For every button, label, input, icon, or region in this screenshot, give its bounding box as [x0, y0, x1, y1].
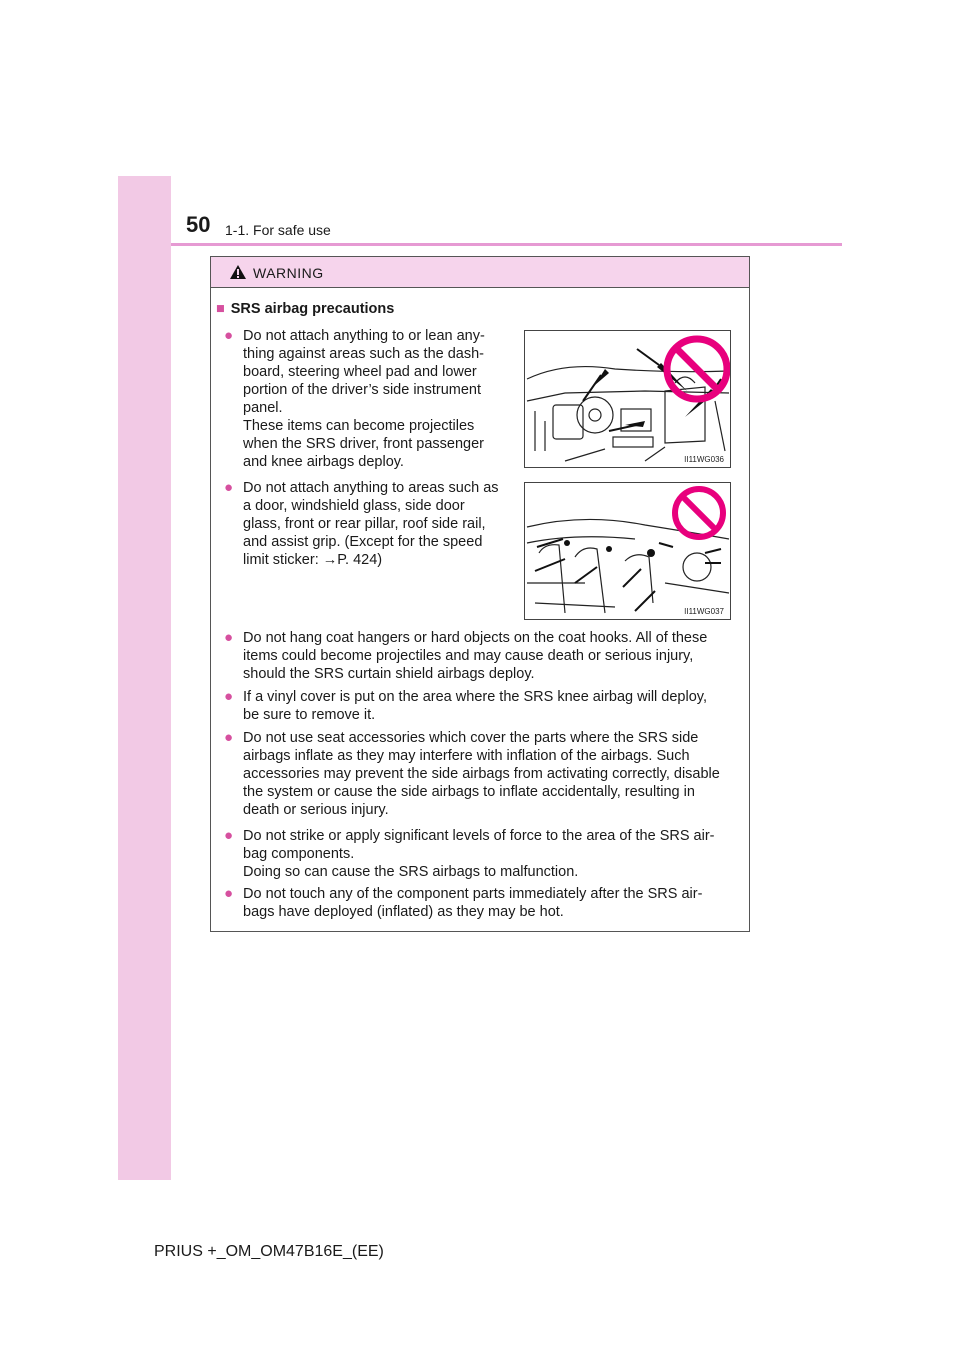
bullet-item: [224, 327, 515, 471]
bullet-item: [224, 827, 743, 881]
bullet-dot-icon: ●: [224, 327, 234, 344]
page-number: 50: [186, 212, 211, 237]
bullet-text: Do not touch any of the component parts immediately after the SRS air- bags have deployed (inflated) as they may be hot.: [243, 886, 703, 920]
bullet-item: [224, 885, 743, 921]
section-title: 1-1. For safe use: [225, 222, 331, 238]
bullet-dot-icon: ●: [224, 885, 234, 902]
bullet-item: [224, 688, 743, 724]
bullet-text: Do not use seat accessories which cover the parts where the SRS side airbags inflate as they may interfere with inflation of the airbags. Such accessories may prevent the side airbags from activating correctly, disable the system or cause the side airbags to inflate accidentally, resulting in death or serious injury.: [243, 730, 720, 818]
bullet-dot-icon: ●: [224, 479, 234, 496]
bullet-dot-icon: ●: [224, 688, 234, 705]
prohibition-icon: [667, 339, 727, 399]
bullet-text: Do not strike or apply significant levels of force to the area of the SRS air- bag components. Doing so can cause the SRS airbags to malfunction.: [243, 828, 715, 880]
subheading: [216, 301, 394, 317]
figure-code: II11WG037: [684, 607, 724, 616]
subheading-text: SRS airbag precautions: [230, 301, 395, 317]
square-bullet-icon: ■: [216, 301, 225, 317]
prohibition-icon: [675, 489, 723, 537]
figure-code: II11WG036: [684, 455, 724, 464]
figure-dashboard: [524, 330, 731, 468]
bullet-item: [224, 479, 515, 569]
bullet-dot-icon: ●: [224, 827, 234, 844]
footer-model: PRIUS +_OM_OM47B16E_(EE): [154, 1243, 384, 1260]
bullet-dot-icon: ●: [224, 629, 234, 646]
header-rule: [171, 243, 842, 246]
bullet-item: [224, 629, 743, 683]
bullet-dot-icon: ●: [224, 729, 234, 746]
side-tab: [118, 176, 171, 1180]
bullet-item: [224, 729, 743, 819]
warning-triangle-icon: [229, 264, 247, 285]
warning-header: [211, 257, 749, 288]
warning-title: WARNING: [253, 265, 324, 281]
bullet-text: If a vinyl cover is put on the area where the SRS knee airbag will deploy, be sure to remove it.: [243, 689, 707, 723]
bullet-text: Do not hang coat hangers or hard objects on the coat hooks. All of these items could become projectiles and may cause death or serious injury, should the SRS curtain shield airbags deploy.: [243, 630, 708, 682]
bullet-text: Do not attach anything to areas such as a door, windshield glass, side door glass, front or rear pillar, roof side rail, and assist grip. (Except for the speed limit sticker: →P. 424): [243, 480, 499, 568]
bullet-text: Do not attach anything to or lean any- thing against areas such as the dash- board, steering wheel pad and lower portion of the driver’s side instrument panel. These items can become projectiles when the SRS driver, front passenger and knee airbags deploy.: [243, 328, 485, 470]
figure-interior: [524, 482, 731, 620]
